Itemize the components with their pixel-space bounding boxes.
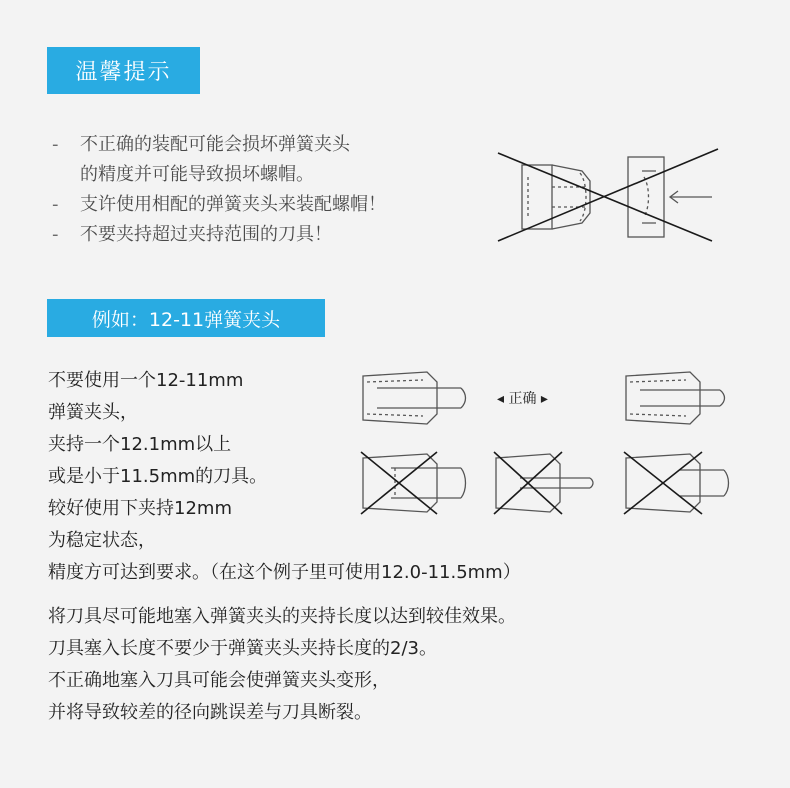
warning-text: 支许使用相配的弹簧夹头来装配螺帽！ [80, 194, 386, 215]
example-title: 例如：12-11弹簧夹头 [91, 308, 281, 331]
guidance-line: 将刀具尽可能地塞入弹簧夹头的夹持长度以达到较佳效果。 [48, 606, 516, 627]
example-line: 弹簧夹头， [48, 402, 138, 423]
bullet-dash: - [52, 224, 59, 245]
example-line: 不要使用一个12-11mm [48, 370, 244, 391]
collet-wrong-oversize [357, 448, 467, 518]
guidance-line: 不正确地塞入刀具可能会使弹簧夹头变形， [48, 670, 390, 691]
warning-item [52, 130, 386, 160]
bullet-dash: - [52, 194, 59, 215]
warning-item [52, 190, 386, 220]
example-line: 精度方可达到要求。（在这个例子里可使用12.0-11.5mm） [48, 562, 521, 583]
collet-wrong-short [490, 448, 600, 518]
warning-text: 的精度并可能导致损坏螺帽。 [80, 164, 314, 185]
warning-list [52, 130, 386, 250]
warning-text: 不正确的装配可能会损坏弹簧夹头 [80, 134, 350, 155]
example-banner [47, 299, 325, 337]
example-line: 夹持一个12.1mm以上 [48, 434, 232, 455]
example-line: 或是小于11.5mm的刀具。 [48, 466, 268, 487]
collet-correct-right [620, 368, 730, 428]
guidance-line: 并将导致较差的径向跳误差与刀具断裂。 [48, 702, 372, 723]
warning-item-continuation [52, 160, 386, 190]
example-line: 较好使用下夹持12mm [48, 498, 232, 519]
collet-wrong-undersize [620, 448, 730, 518]
tip-banner [47, 47, 200, 94]
warning-item [52, 220, 386, 250]
collet-correct-left [357, 368, 467, 428]
insertion-guidance [48, 601, 516, 729]
wrong-assembly-diagram [492, 147, 722, 247]
warning-text: 不要夹持超过夹持范围的刀具！ [80, 224, 332, 245]
tip-title: 温馨提示 [75, 60, 172, 85]
bullet-dash: - [52, 134, 59, 155]
example-line: 为稳定状态， [48, 530, 156, 551]
correct-label: ◂ 正确 ▸ [497, 391, 548, 407]
guidance-line: 刀具塞入长度不要少于弹簧夹头夹持长度的2/3。 [48, 638, 437, 659]
